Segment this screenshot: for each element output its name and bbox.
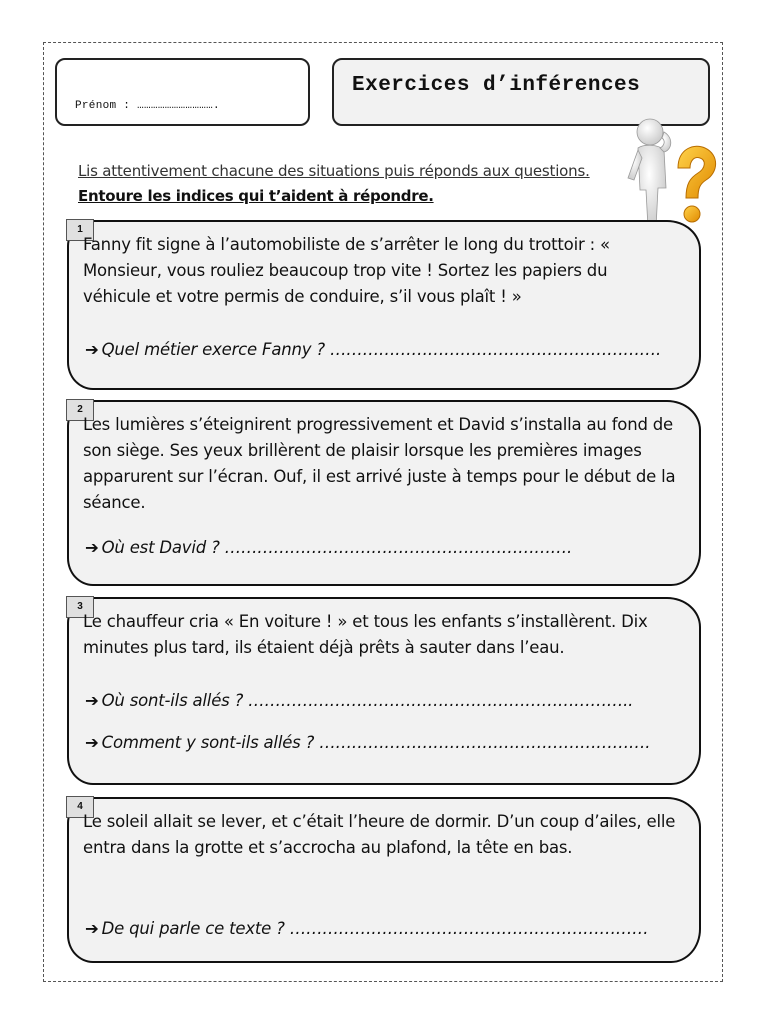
exercise-number: 3 (66, 596, 94, 618)
arrow-icon: ➔ (85, 340, 99, 359)
exercise-question (85, 919, 648, 938)
page-title: Exercices d’inférences (352, 74, 641, 97)
thinking-person-question-mark-icon (620, 108, 730, 233)
question-text: Quel métier exerce Fanny ? ……………………………………………………. (101, 340, 662, 359)
question-text: De qui parle ce texte ? ………………………………………………………… (101, 919, 649, 938)
exercise-text: Le soleil allait se lever, et c’était l’heure de dormir. D’un coup d’ailes, elle entra dans la grotte et s’accrocha au plafond, la tête en bas. (83, 812, 676, 857)
exercise-card-4 (67, 797, 701, 963)
question-text: Où est David ? ………………………………………………………. (101, 538, 573, 557)
exercise-text: Les lumières s’éteignirent progressivement et David s’installa au fond de son siège. Ses yeux brillèrent de plaisir lorsque les premières images apparurent sur l’écran. Ouf, il est arrivé juste à temps pour le début de la séance. (83, 415, 676, 512)
instruction-read: Lis attentivement chacune des situations puis réponds aux questions. (78, 162, 590, 180)
exercise-card-3 (67, 597, 701, 785)
exercise-number: 2 (66, 399, 94, 421)
arrow-icon: ➔ (85, 538, 99, 557)
exercise-question (85, 340, 661, 359)
instruction-circle-clues: Entoure les indices qui t’aident à répondre. (78, 187, 434, 205)
exercise-text: Fanny fit signe à l’automobiliste de s’arrêter le long du trottoir : « Monsieur, vous rouliez beaucoup trop vite ! Sortez les papiers du véhicule et votre permis de conduire, s’il vous plaît ! » (83, 235, 610, 306)
exercise-text: Le chauffeur cria « En voiture ! » et tous les enfants s’installèrent. Dix minutes plus tard, ils étaient déjà prêts à sauter dans l’eau. (83, 612, 648, 657)
arrow-icon: ➔ (85, 691, 99, 710)
exercise-number: 4 (66, 796, 94, 818)
exercise-question (85, 691, 633, 710)
arrow-icon: ➔ (85, 919, 99, 938)
question-text: Comment y sont-ils allés ? ……………………………………………………. (101, 733, 651, 752)
name-box (55, 58, 310, 126)
exercise-question (85, 538, 572, 557)
exercise-question (85, 733, 650, 752)
exercise-number: 1 (66, 219, 94, 241)
question-text: Où sont-ils allés ? …………………………………………………………….. (101, 691, 634, 710)
arrow-icon: ➔ (85, 733, 99, 752)
exercise-card-1 (67, 220, 701, 390)
name-label: Prénom : ……………………………. (75, 100, 220, 112)
exercise-card-2 (67, 400, 701, 586)
